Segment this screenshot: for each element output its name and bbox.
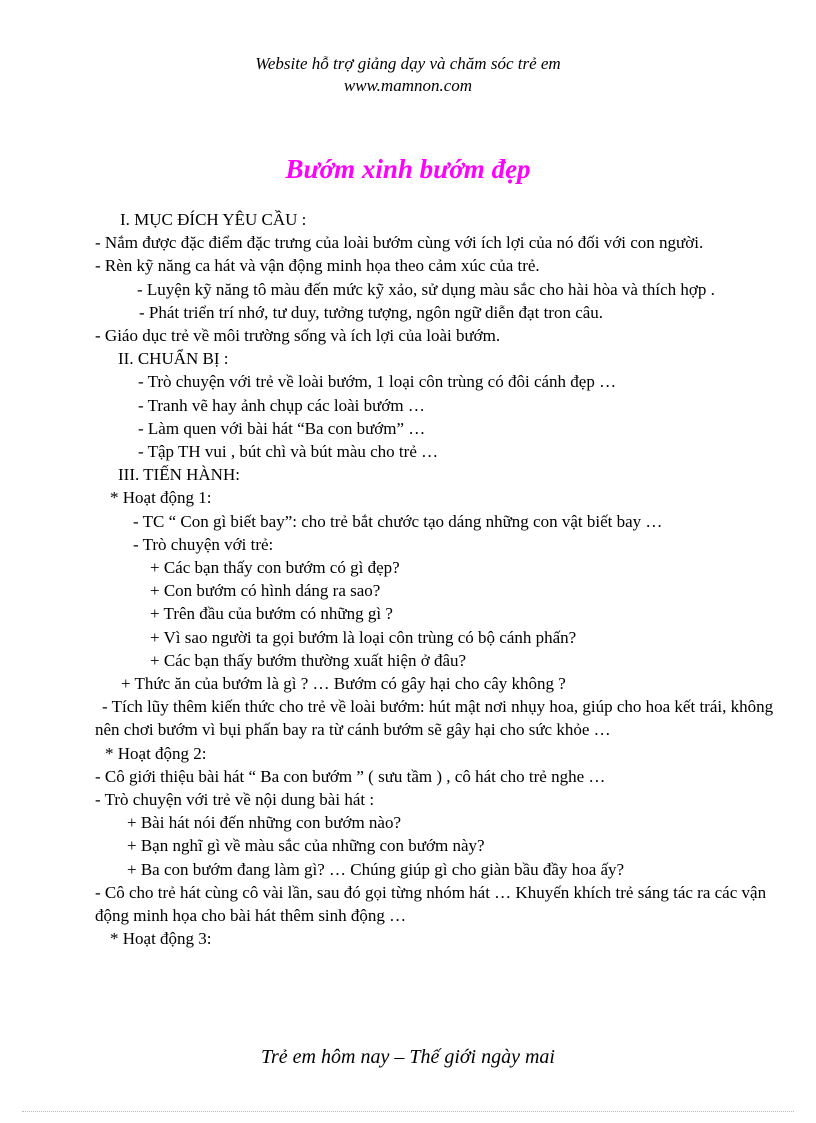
body-line: I. MỤC ĐÍCH YÊU CẦU : [120, 210, 307, 229]
body-line: - Phát triển trí nhớ, tư duy, tưởng tượng, ngôn ngữ diễn đạt tron câu. [139, 302, 604, 322]
page-divider [22, 1111, 794, 1112]
body-line: - Nắm được đặc điểm đặc trưng của loài bướm cùng với ích lợi của nó đối với con người. [95, 233, 704, 253]
body-line: - Cô cho trẻ hát cùng cô vài lần, sau đó gọi từng nhóm hát … Khuyến khích trẻ sáng tác ra các vận động minh họa cho bài hát thêm sinh động … [95, 882, 767, 926]
body-line: - Trò chuyện với trẻ: [133, 534, 274, 554]
body-line: - Tranh vẽ hay ảnh chụp các loài bướm … [138, 395, 425, 415]
body-line: - Luyện kỹ năng tô màu đến mức kỹ xảo, sử dụng màu sắc cho hài hòa và thích hợp . [137, 279, 715, 299]
lesson-title: Bướm xinh bướm đẹp [285, 154, 531, 184]
body-line: - Tập TH vui , bút chì và bút màu cho trẻ … [138, 442, 439, 462]
body-line: + Các bạn thấy bướm thường xuất hiện ở đâu? [150, 650, 467, 670]
body-line: * Hoạt động 1: [110, 488, 212, 508]
header-website-line: Website hỗ trợ giảng dạy và chăm sóc trẻ em [255, 54, 561, 73]
body-line: + Các bạn thấy con bướm có gì đẹp? [150, 558, 400, 578]
body-line: + Bạn nghĩ gì về màu sắc của những con bướm này? [127, 836, 485, 856]
footer-slogan: Trẻ em hôm nay – Thế giới ngày mai [261, 1046, 555, 1068]
body-line: - TC “ Con gì biết bay”: cho trẻ bắt chước tạo dáng những con vật biết bay … [133, 511, 663, 531]
body-line: * Hoạt động 3: [110, 929, 212, 949]
body-line: + Vì sao người ta gọi bướm là loại côn trùng có bộ cánh phấn? [150, 627, 577, 647]
body-line: II. CHUẨN BỊ : [118, 349, 229, 369]
body-line: + Ba con bướm đang làm gì? … Chúng giúp gì cho giàn bầu đầy hoa ấy? [127, 859, 625, 879]
body-line: - Trò chuyện với trẻ về nội dung bài hát : [95, 790, 375, 810]
header-url-line: www.mamnon.com [343, 76, 473, 95]
body-line: - Rèn kỹ năng ca hát và vận động minh họa theo cảm xúc của trẻ. [95, 256, 540, 276]
lesson-body [95, 208, 775, 951]
body-line: + Bài hát nói đến những con bướm nào? [127, 813, 402, 833]
body-line: * Hoạt động 2: [105, 743, 207, 763]
body-line: + Con bướm có hình dáng ra sao? [150, 581, 381, 601]
body-line: - Làm quen với bài hát “Ba con bướm” … [138, 418, 426, 438]
body-line: - Cô giới thiệu bài hát “ Ba con bướm ” ( sưu tầm ) , cô hát cho trẻ nghe … [95, 766, 606, 786]
body-line: III. TIẾN HÀNH: [118, 465, 240, 485]
body-line: + Trên đầu của bướm có những gì ? [150, 604, 393, 624]
body-line: - Tích lũy thêm kiến thức cho trẻ về loài bướm: hút mật nơi nhụy hoa, giúp cho hoa kết trái, không nên chơi bướm vì bụi phấn bay ra từ cánh bướm sẽ gây hại cho sức khỏe … [95, 697, 774, 740]
body-line: + Thức ăn của bướm là gì ? … Bướm có gây hại cho cây không ? [121, 674, 566, 694]
body-line: - Giáo dục trẻ về môi trường sống và ích lợi của loài bướm. [95, 326, 501, 346]
body-line: - Trò chuyện với trẻ về loài bướm, 1 loại côn trùng có đôi cánh đẹp … [138, 372, 617, 392]
